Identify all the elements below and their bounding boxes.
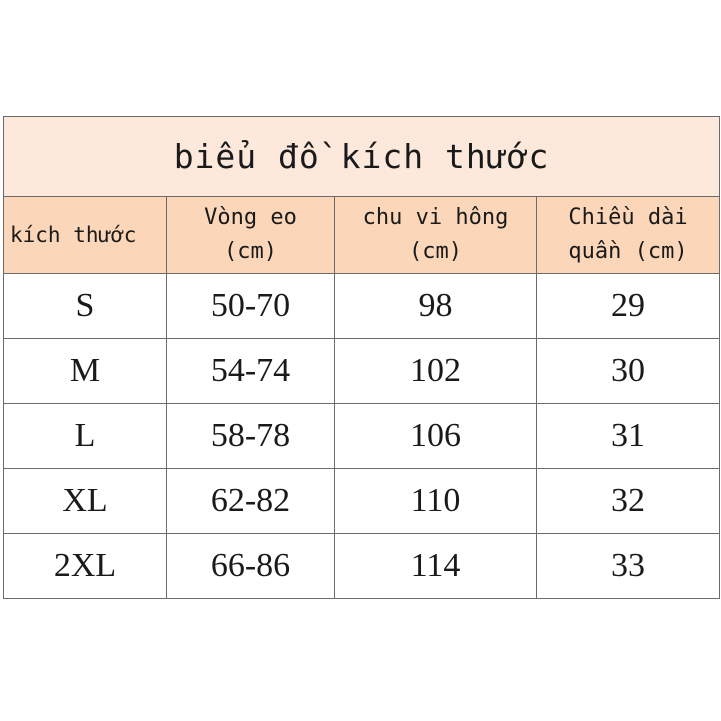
waist-cell: 62-82 — [167, 469, 335, 534]
hip-cell: 98 — [335, 274, 537, 339]
header-hip-unit: (cm) — [409, 239, 462, 264]
header-length-label: Chiều dài — [568, 205, 688, 230]
hip-cell: 106 — [335, 404, 537, 469]
waist-cell: 50-70 — [167, 274, 335, 339]
chart-title: biểu đồ kích thước — [4, 117, 720, 197]
header-row — [4, 197, 720, 274]
length-cell: 29 — [537, 274, 720, 339]
length-cell: 31 — [537, 404, 720, 469]
size-chart — [3, 116, 719, 603]
header-waist — [167, 197, 335, 274]
size-table — [3, 116, 720, 599]
size-cell: XL — [4, 469, 167, 534]
waist-cell: 58-78 — [167, 404, 335, 469]
header-size-label: kích thước — [10, 223, 137, 247]
length-cell: 32 — [537, 469, 720, 534]
header-hip — [335, 197, 537, 274]
header-size — [4, 197, 167, 274]
length-cell: 30 — [537, 339, 720, 404]
table-row — [4, 469, 720, 534]
length-cell: 33 — [537, 534, 720, 599]
table-row — [4, 339, 720, 404]
waist-cell: 66-86 — [167, 534, 335, 599]
header-length — [537, 197, 720, 274]
hip-cell: 102 — [335, 339, 537, 404]
header-hip-label: chu vi hông — [362, 205, 509, 230]
hip-cell: 110 — [335, 469, 537, 534]
header-waist-label: Vòng eo — [204, 205, 297, 230]
header-waist-unit: (cm) — [224, 239, 277, 264]
title-row — [4, 117, 720, 197]
size-cell: M — [4, 339, 167, 404]
size-cell: S — [4, 274, 167, 339]
table-row — [4, 404, 720, 469]
table-row — [4, 274, 720, 339]
table-row — [4, 534, 720, 599]
waist-cell: 54-74 — [167, 339, 335, 404]
hip-cell: 114 — [335, 534, 537, 599]
size-cell: L — [4, 404, 167, 469]
size-cell: 2XL — [4, 534, 167, 599]
header-length-unit: quần (cm) — [568, 239, 688, 264]
